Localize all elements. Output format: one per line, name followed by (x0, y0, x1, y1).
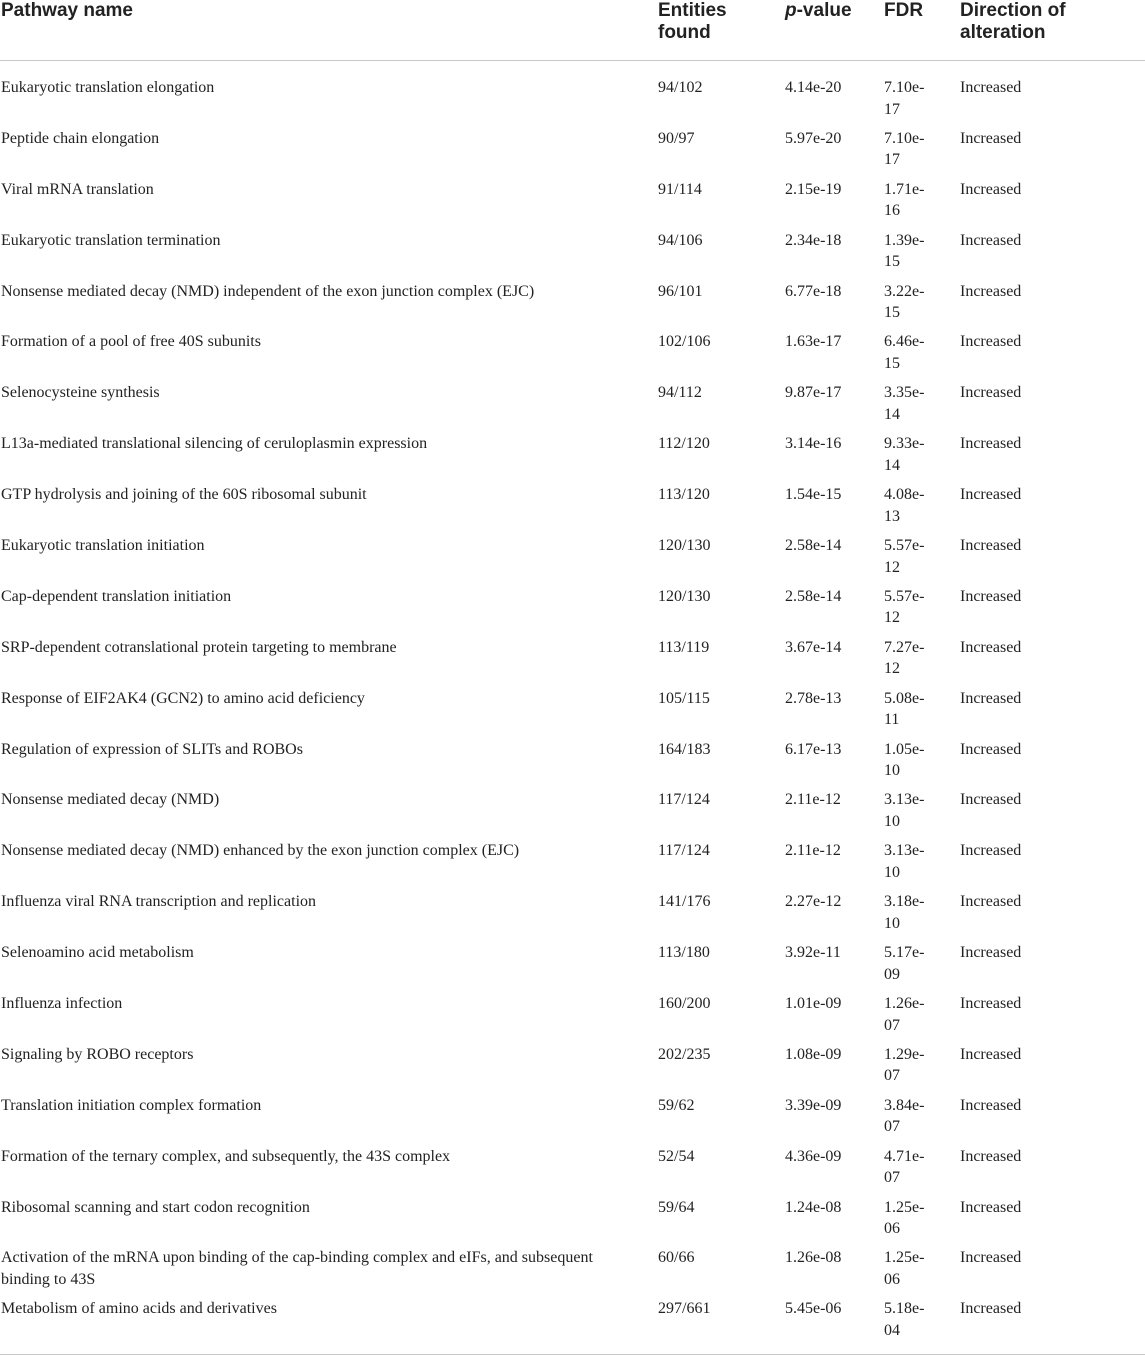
fdr-exponent: 10 (884, 762, 900, 780)
fdr-cell (884, 688, 932, 731)
fdr-exponent: 15 (884, 253, 900, 271)
entities-found-cell: 105/115 (658, 689, 710, 707)
fdr-exponent: 14 (884, 456, 900, 474)
fdr-cell (884, 637, 932, 680)
pvalue-cell: 3.92e-11 (785, 944, 841, 962)
fdr-mantissa: 3.18e- (884, 893, 925, 911)
table-row (0, 77, 1145, 128)
pvalue-header-italic: p (785, 0, 797, 21)
table-row (0, 281, 1145, 332)
direction-cell: Increased (960, 180, 1022, 198)
pvalue-cell: 1.63e-17 (785, 333, 842, 351)
fdr-cell (884, 535, 932, 578)
fdr-cell (884, 128, 932, 171)
fdr-mantissa: 7.10e- (884, 79, 925, 96)
fdr-cell (884, 942, 932, 985)
pvalue-cell: 1.54e-15 (785, 486, 842, 504)
pvalue-cell: 1.08e-09 (785, 1045, 842, 1063)
pathway-name-cell: Eukaryotic translation elongation (1, 79, 215, 96)
pvalue-cell: 4.36e-09 (785, 1147, 842, 1165)
fdr-exponent: 09 (884, 965, 900, 983)
direction-cell: Increased (960, 1249, 1022, 1267)
fdr-mantissa: 5.57e- (884, 537, 925, 555)
fdr-cell (884, 382, 932, 425)
direction-cell: Increased (960, 893, 1022, 911)
direction-cell: Increased (960, 282, 1022, 300)
pvalue-cell: 2.27e-12 (785, 893, 842, 911)
pathway-name-cell: Nonsense mediated decay (NMD) independent of the exon junction complex (EJC) (1, 282, 535, 300)
entities-found-cell: 94/102 (658, 79, 703, 96)
table-row (0, 1247, 1145, 1298)
direction-cell: Increased (960, 79, 1022, 96)
fdr-mantissa: 7.27e- (884, 638, 925, 656)
fdr-cell (884, 1197, 932, 1240)
pvalue-header-rest: -value (796, 0, 852, 21)
pathway-name-cell: SRP-dependent cotranslational protein targeting to membrane (1, 638, 397, 656)
fdr-mantissa: 7.10e- (884, 129, 925, 147)
pathway-name-cell: Influenza viral RNA transcription and replication (1, 893, 317, 911)
fdr-cell (884, 1146, 932, 1189)
entities-found-cell: 117/124 (658, 791, 710, 809)
entities-header-line2: found (658, 22, 711, 43)
pvalue-cell: 2.34e-18 (785, 231, 842, 249)
pathway-name-cell: Activation of the mRNA upon binding of the cap-binding complex and eIFs, and subsequent binding to 43S (1, 1249, 593, 1288)
table-row (0, 1197, 1145, 1248)
direction-cell: Increased (960, 1198, 1022, 1216)
fdr-exponent: 10 (884, 914, 900, 932)
entities-found-cell: 102/106 (658, 333, 711, 351)
pathway-name-cell: Ribosomal scanning and start codon recognition (1, 1198, 310, 1216)
entities-found-cell: 94/112 (658, 384, 702, 402)
fdr-exponent: 16 (884, 202, 900, 220)
fdr-mantissa: 6.46e- (884, 333, 925, 351)
fdr-mantissa: 1.26e- (884, 995, 925, 1013)
entities-found-cell: 59/62 (658, 1096, 695, 1114)
fdr-exponent: 07 (884, 1016, 900, 1034)
table-row (0, 891, 1145, 942)
direction-cell: Increased (960, 1147, 1022, 1165)
direction-cell: Increased (960, 638, 1022, 656)
entities-found-cell: 113/119 (658, 638, 710, 656)
fdr-exponent: 07 (884, 1067, 900, 1085)
fdr-mantissa: 5.57e- (884, 587, 925, 605)
fdr-cell (884, 230, 932, 273)
entities-found-cell: 94/106 (658, 231, 703, 249)
column-header-entities (658, 0, 727, 44)
fdr-exponent: 15 (884, 304, 900, 322)
entities-found-cell: 164/183 (658, 740, 711, 758)
fdr-mantissa: 4.08e- (884, 486, 925, 504)
pvalue-cell: 5.45e-06 (785, 1300, 842, 1318)
direction-cell: Increased (960, 1096, 1022, 1114)
table-row (0, 942, 1145, 993)
pathway-name-cell: Eukaryotic translation initiation (1, 537, 205, 555)
direction-cell: Increased (960, 689, 1022, 707)
fdr-mantissa: 5.18e- (884, 1300, 925, 1318)
fdr-mantissa: 4.71e- (884, 1147, 925, 1165)
pvalue-cell: 3.39e-09 (785, 1096, 842, 1114)
fdr-cell (884, 1298, 932, 1341)
direction-cell: Increased (960, 1300, 1022, 1318)
table-row (0, 688, 1145, 739)
fdr-cell (884, 1044, 932, 1087)
table-bottom-rule (0, 1354, 1145, 1355)
fdr-mantissa: 1.25e- (884, 1198, 925, 1216)
pathway-name-cell: Regulation of expression of SLITs and ROBOs (1, 740, 303, 758)
pathway-name-cell: Nonsense mediated decay (NMD) (1, 791, 220, 809)
pvalue-cell: 9.87e-17 (785, 384, 842, 402)
direction-cell: Increased (960, 333, 1022, 351)
pathway-name-cell: Metabolism of amino acids and derivatives (1, 1300, 277, 1318)
pathway-name-cell: GTP hydrolysis and joining of the 60S ribosomal subunit (1, 486, 367, 504)
entities-found-cell: 117/124 (658, 842, 710, 860)
direction-cell: Increased (960, 740, 1022, 758)
column-header-direction (960, 0, 1066, 44)
pathway-name-cell: Viral mRNA translation (1, 180, 154, 198)
entities-found-cell: 297/661 (658, 1300, 711, 1318)
fdr-mantissa: 3.35e- (884, 384, 925, 402)
pathway-name-cell: Influenza infection (1, 995, 123, 1013)
pathway-name-cell: Selenoamino acid metabolism (1, 944, 194, 962)
fdr-header-text: FDR (884, 0, 924, 21)
pvalue-cell: 2.58e-14 (785, 587, 842, 605)
entities-found-cell: 120/130 (658, 587, 711, 605)
entities-found-cell: 113/120 (658, 486, 710, 504)
fdr-cell (884, 179, 932, 222)
table-row (0, 535, 1145, 586)
table-row (0, 1095, 1145, 1146)
direction-cell: Increased (960, 231, 1022, 249)
table-row (0, 331, 1145, 382)
fdr-cell (884, 739, 932, 782)
fdr-cell (884, 840, 932, 883)
pvalue-cell: 2.15e-19 (785, 180, 842, 198)
fdr-mantissa: 3.84e- (884, 1096, 925, 1114)
direction-header-line2: alteration (960, 22, 1046, 43)
entities-found-cell: 60/66 (658, 1249, 695, 1267)
table-row (0, 739, 1145, 790)
pvalue-cell: 3.14e-16 (785, 435, 842, 453)
pvalue-cell: 6.77e-18 (785, 282, 842, 300)
entities-found-cell: 120/130 (658, 537, 711, 555)
table-row (0, 484, 1145, 535)
column-header-fdr (884, 0, 923, 22)
entities-found-cell: 160/200 (658, 995, 711, 1013)
fdr-mantissa: 1.25e- (884, 1249, 925, 1267)
pathway-name-cell: Signaling by ROBO receptors (1, 1045, 194, 1063)
pvalue-cell: 2.78e-13 (785, 689, 842, 707)
table-row (0, 1044, 1145, 1095)
fdr-cell (884, 993, 932, 1036)
entities-found-cell: 202/235 (658, 1045, 711, 1063)
pvalue-cell: 2.58e-14 (785, 537, 842, 555)
fdr-exponent: 11 (884, 711, 900, 729)
entities-found-cell: 112/120 (658, 435, 710, 453)
pathway-name-cell: Formation of a pool of free 40S subunits (1, 333, 261, 351)
entities-found-cell: 96/101 (658, 282, 703, 300)
fdr-exponent: 07 (884, 1169, 900, 1187)
fdr-mantissa: 1.29e- (884, 1045, 925, 1063)
fdr-mantissa: 1.39e- (884, 231, 925, 249)
direction-header-line1: Direction of (960, 0, 1066, 21)
table-row (0, 433, 1145, 484)
table-header (0, 0, 1145, 61)
fdr-mantissa: 3.22e- (884, 282, 925, 300)
fdr-exponent: 12 (884, 558, 900, 576)
direction-cell: Increased (960, 435, 1022, 453)
table-row (0, 1146, 1145, 1197)
entities-found-cell: 91/114 (658, 180, 702, 198)
fdr-exponent: 13 (884, 507, 900, 525)
direction-cell: Increased (960, 791, 1022, 809)
table-row (0, 128, 1145, 179)
pvalue-cell: 4.14e-20 (785, 79, 842, 96)
entities-header-line1: Entities (658, 0, 727, 21)
direction-cell: Increased (960, 587, 1022, 605)
fdr-exponent: 17 (884, 151, 900, 169)
pvalue-cell: 3.67e-14 (785, 638, 842, 656)
fdr-cell (884, 789, 932, 832)
table-row (0, 993, 1145, 1044)
pvalue-cell: 5.97e-20 (785, 129, 842, 147)
fdr-exponent: 15 (884, 354, 900, 372)
entities-found-cell: 113/180 (658, 944, 710, 962)
fdr-exponent: 12 (884, 609, 900, 627)
entities-found-cell: 52/54 (658, 1147, 695, 1165)
direction-cell: Increased (960, 1045, 1022, 1063)
fdr-cell (884, 1095, 932, 1138)
table-row (0, 637, 1145, 688)
entities-found-cell: 141/176 (658, 893, 711, 911)
fdr-cell (884, 433, 932, 476)
column-header-pathway (1, 0, 133, 22)
direction-cell: Increased (960, 944, 1022, 962)
direction-cell: Increased (960, 537, 1022, 555)
pvalue-cell: 1.01e-09 (785, 995, 842, 1013)
table-row (0, 840, 1145, 891)
fdr-mantissa: 5.08e- (884, 689, 925, 707)
pvalue-cell: 1.24e-08 (785, 1198, 842, 1216)
pathway-name-cell: Selenocysteine synthesis (1, 384, 160, 402)
table-row (0, 382, 1145, 433)
fdr-exponent: 17 (884, 100, 900, 118)
pathway-name-cell: Peptide chain elongation (1, 129, 160, 147)
fdr-exponent: 10 (884, 863, 900, 881)
direction-cell: Increased (960, 129, 1022, 147)
fdr-exponent: 06 (884, 1270, 900, 1288)
fdr-cell (884, 331, 932, 374)
pathway-name-cell: Nonsense mediated decay (NMD) enhanced by the exon junction complex (EJC) (1, 842, 520, 860)
pathway-name-cell: L13a-mediated translational silencing of ceruloplasmin expression (1, 435, 428, 453)
fdr-exponent: 04 (884, 1321, 900, 1339)
fdr-exponent: 06 (884, 1220, 900, 1238)
fdr-mantissa: 3.13e- (884, 791, 925, 809)
fdr-mantissa: 5.17e- (884, 944, 925, 962)
pvalue-cell: 2.11e-12 (785, 842, 841, 860)
pathway-name-cell: Response of EIF2AK4 (GCN2) to amino acid deficiency (1, 689, 365, 707)
direction-cell: Increased (960, 842, 1022, 860)
fdr-cell (884, 484, 932, 527)
pathway-name-cell: Eukaryotic translation termination (1, 231, 221, 249)
pvalue-cell: 6.17e-13 (785, 740, 842, 758)
fdr-mantissa: 9.33e- (884, 435, 925, 453)
table-row (0, 789, 1145, 840)
pathway-header-text: Pathway name (1, 0, 133, 21)
fdr-exponent: 10 (884, 812, 900, 830)
pathway-name-cell: Formation of the ternary complex, and subsequently, the 43S complex (1, 1147, 451, 1165)
fdr-exponent: 07 (884, 1118, 900, 1136)
pathway-name-cell: Translation initiation complex formation (1, 1096, 262, 1114)
pathway-name-cell: Cap-dependent translation initiation (1, 587, 232, 605)
fdr-exponent: 12 (884, 660, 900, 678)
fdr-cell (884, 281, 932, 324)
table-body (0, 77, 1145, 1349)
fdr-mantissa: 3.13e- (884, 842, 925, 860)
entities-found-cell: 90/97 (658, 129, 695, 147)
fdr-cell (884, 77, 932, 120)
table-row (0, 1298, 1145, 1349)
table-row (0, 586, 1145, 637)
direction-cell: Increased (960, 486, 1022, 504)
fdr-cell (884, 586, 932, 629)
fdr-mantissa: 1.05e- (884, 740, 925, 758)
column-header-pvalue (785, 0, 852, 22)
direction-cell: Increased (960, 995, 1022, 1013)
table-row (0, 179, 1145, 230)
pvalue-cell: 2.11e-12 (785, 791, 841, 809)
table-row (0, 230, 1145, 281)
fdr-exponent: 14 (884, 405, 900, 423)
entities-found-cell: 59/64 (658, 1198, 695, 1216)
fdr-cell (884, 891, 932, 934)
fdr-cell (884, 1247, 932, 1290)
pvalue-cell: 1.26e-08 (785, 1249, 842, 1267)
direction-cell: Increased (960, 384, 1022, 402)
fdr-mantissa: 1.71e- (884, 180, 925, 198)
